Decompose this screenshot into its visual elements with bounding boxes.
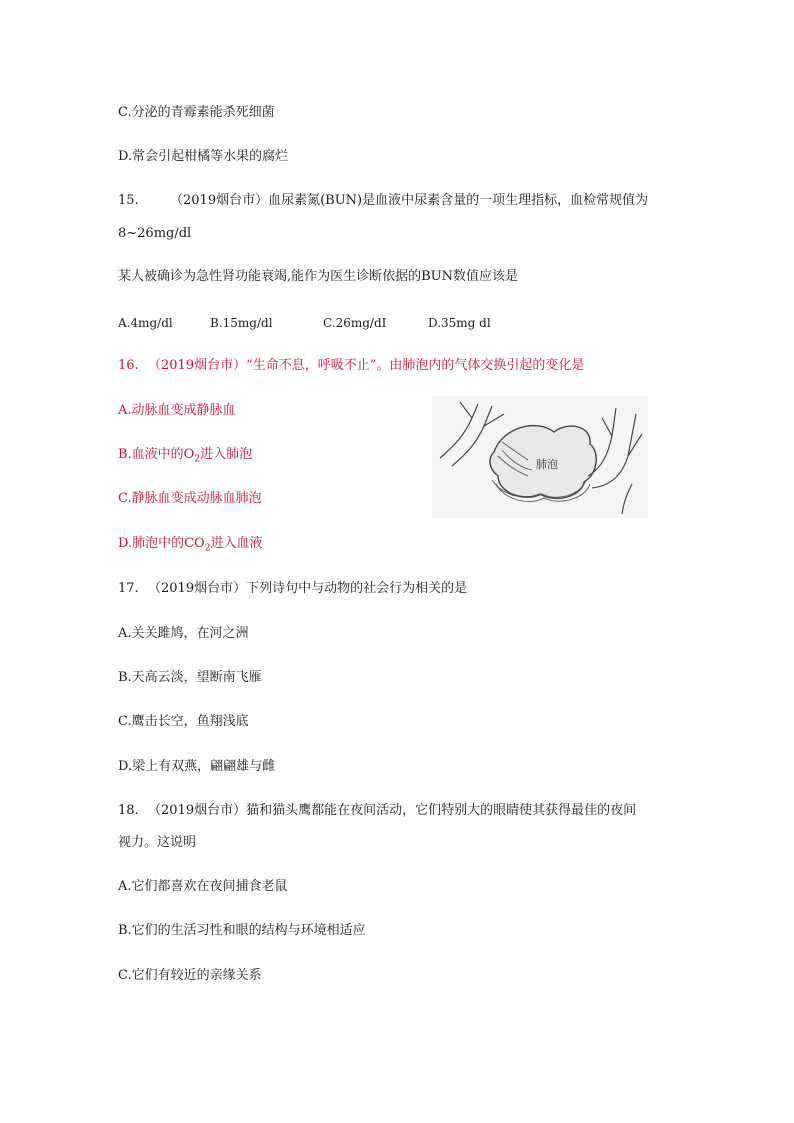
q18-number: 18.: [118, 803, 139, 818]
q17-option-c: C.鹰击长空，鱼翔浅底: [118, 714, 249, 729]
q15-options: [118, 314, 491, 332]
q15-stem-line1: [118, 192, 648, 210]
q17-option-b: B.天高云淡，望断南飞雁: [118, 670, 262, 685]
q18-stem-a: （2019烟台市）猫和猫头鹰都能在夜间活动，它们特别大的眼睛使其获得最佳的夜间: [148, 803, 637, 818]
q15-stem-line3: 某人被确诊为急性肾功能衰竭,能作为医生诊断依据的BUN数值应该是: [118, 269, 519, 284]
q16-option-b-post: 进入肺泡: [200, 447, 253, 462]
q17-stem-text: （2019烟台市）下列诗句中与动物的社会行为相关的是: [148, 581, 468, 596]
q16-option-d: [118, 535, 262, 558]
q16-stem-text: （2019烟台市）“生命不息，呼吸不止”。由肺泡内的气体交换引起的变化是: [148, 358, 585, 373]
q15-stem-line2: 8~26mg/dl: [118, 226, 192, 241]
alveolus-label: 肺泡: [536, 458, 558, 471]
q18-stem-line2: 视力。这说明: [118, 835, 197, 850]
q16-option-d-post: 进入血液: [210, 536, 263, 551]
q17-option-a: A.关关雎鸠，在河之洲: [118, 626, 249, 641]
q14-option-c: C.分泌的青霉素能杀死细菌: [118, 105, 275, 120]
q18-stem-line1: [118, 802, 636, 820]
q16-option-b-sub: 2: [194, 454, 201, 465]
q15-option-a: A.4mg/dl: [118, 316, 173, 330]
q14-option-d: D.常会引起柑橘等水果的腐烂: [118, 149, 289, 164]
q15-stem-a: （2019烟台市）血尿素氮(BUN)是血液中尿素含量的一项生理指标，血检常规值为: [170, 193, 649, 208]
q17-stem: [118, 580, 467, 598]
q18-option-a: A.它们都喜欢在夜间捕食老鼠: [118, 879, 288, 894]
q18-option-c: C.它们有较近的亲缘关系: [118, 968, 262, 983]
q16-number: 16.: [118, 358, 139, 373]
q16-stem: [118, 357, 584, 375]
q17-number: 17.: [118, 581, 139, 596]
q15-number: 15.: [118, 193, 139, 208]
q16-option-d-sub: 2: [204, 543, 211, 554]
q15-option-d: D.35mg dl: [428, 316, 491, 330]
q15-option-b: B.15mg/dl: [210, 316, 273, 330]
q16-option-b: [118, 446, 252, 469]
q15-option-c: C.26mg/dI: [323, 316, 387, 330]
q16-option-b-pre: B.血液中的O: [118, 447, 195, 462]
q18-option-b: B.它们的生活习性和眼的结构与环境相适应: [118, 923, 366, 938]
alveolus-figure: [432, 396, 648, 518]
q16-option-d-pre: D.肺泡中的CO: [118, 536, 205, 551]
q16-option-c: C.静脉血变成动脉血肺泡: [118, 491, 262, 506]
q17-option-d: D.梁上有双燕，翩翩雄与雌: [118, 759, 276, 774]
q16-option-a: A.动脉血变成静脉血: [118, 403, 236, 418]
